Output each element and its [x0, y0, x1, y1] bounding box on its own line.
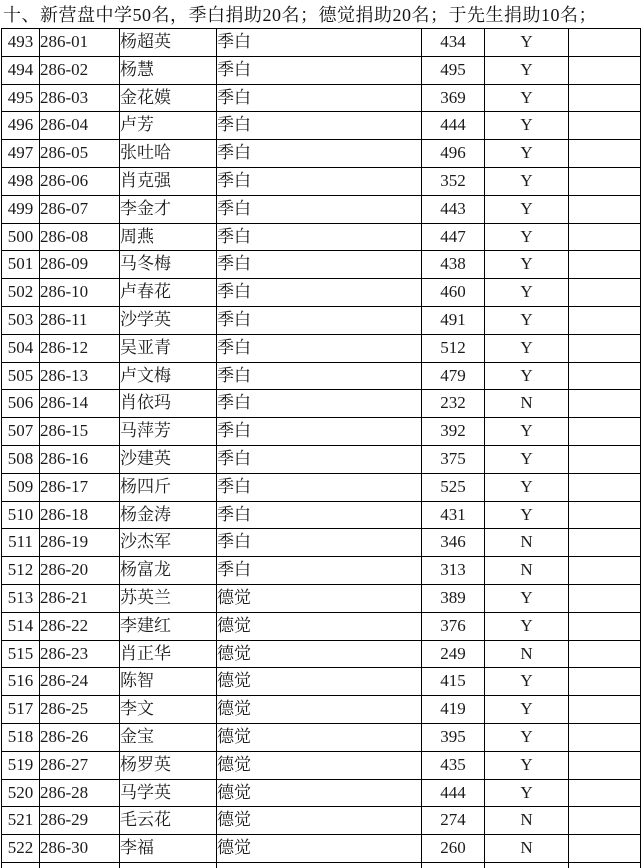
cell-name: 毛云花	[120, 807, 217, 835]
table-row	[2, 418, 641, 446]
cell-seq: 519	[2, 751, 40, 779]
cell-seq: 509	[2, 473, 40, 501]
cell-extra	[569, 696, 641, 724]
cell-amount: 419	[422, 696, 485, 724]
cell-donor: 季白	[217, 445, 422, 473]
cell-donor: 德觉	[217, 640, 422, 668]
table-row	[2, 723, 641, 751]
cell-code: 286-29	[40, 807, 120, 835]
table-row	[2, 56, 641, 84]
cell-code: 286-23	[40, 640, 120, 668]
cell-seq: 507	[2, 418, 40, 446]
cell-seq: 506	[2, 390, 40, 418]
cell-code: 286-14	[40, 390, 120, 418]
cell-name: 杨四斤	[120, 473, 217, 501]
table-row	[2, 612, 641, 640]
cell-extra	[569, 390, 641, 418]
cell-amount: 431	[422, 501, 485, 529]
cell-name: 沙杰军	[120, 529, 217, 557]
cell-extra	[569, 112, 641, 140]
table-row	[2, 279, 641, 307]
cell-amount: 496	[422, 140, 485, 168]
cell-flag-empty	[485, 862, 569, 868]
table-row	[2, 112, 641, 140]
cell-name: 沙建英	[120, 445, 217, 473]
cell-flag: Y	[485, 279, 569, 307]
cell-code: 286-27	[40, 751, 120, 779]
cell-code: 286-22	[40, 612, 120, 640]
cell-flag: Y	[485, 501, 569, 529]
cell-seq: 497	[2, 140, 40, 168]
cell-name: 张吐哈	[120, 140, 217, 168]
cell-flag: Y	[485, 140, 569, 168]
cell-name: 马萍芳	[120, 418, 217, 446]
cell-name: 马学英	[120, 779, 217, 807]
cell-extra	[569, 529, 641, 557]
cell-amount: 369	[422, 84, 485, 112]
cell-code: 286-04	[40, 112, 120, 140]
table-row	[2, 779, 641, 807]
cell-seq: 496	[2, 112, 40, 140]
cell-extra	[569, 473, 641, 501]
table-row	[2, 362, 641, 390]
cell-extra	[569, 640, 641, 668]
cell-donor: 德觉	[217, 612, 422, 640]
donation-table	[1, 28, 641, 868]
cell-extra	[569, 223, 641, 251]
cell-amount: 389	[422, 584, 485, 612]
cell-code: 286-25	[40, 696, 120, 724]
cell-code: 286-06	[40, 167, 120, 195]
cell-flag: Y	[485, 112, 569, 140]
cell-seq-empty	[2, 862, 40, 868]
cell-amount: 491	[422, 306, 485, 334]
cell-name: 杨金涛	[120, 501, 217, 529]
cell-name: 周燕	[120, 223, 217, 251]
cell-flag: Y	[485, 696, 569, 724]
cell-name: 肖克强	[120, 167, 217, 195]
cell-name: 金花嫫	[120, 84, 217, 112]
cell-seq: 521	[2, 807, 40, 835]
cell-name: 卢芳	[120, 112, 217, 140]
cell-flag: Y	[485, 418, 569, 446]
cell-seq: 495	[2, 84, 40, 112]
cell-extra	[569, 334, 641, 362]
table-row	[2, 167, 641, 195]
cell-flag: Y	[485, 334, 569, 362]
cell-extra	[569, 418, 641, 446]
cell-code: 286-07	[40, 195, 120, 223]
cell-amount: 395	[422, 723, 485, 751]
cell-flag: Y	[485, 723, 569, 751]
cell-flag: Y	[485, 445, 569, 473]
table-row	[2, 195, 641, 223]
cell-amount: 313	[422, 557, 485, 585]
cell-code: 286-21	[40, 584, 120, 612]
cell-seq: 514	[2, 612, 40, 640]
cell-flag: Y	[485, 668, 569, 696]
cell-flag: Y	[485, 167, 569, 195]
cell-amount: 460	[422, 279, 485, 307]
cell-extra	[569, 84, 641, 112]
cell-donor-empty	[217, 862, 422, 868]
cell-name: 杨富龙	[120, 557, 217, 585]
cell-seq: 494	[2, 56, 40, 84]
cell-code-empty	[40, 862, 120, 868]
cell-seq: 508	[2, 445, 40, 473]
cell-flag: N	[485, 529, 569, 557]
cell-flag: Y	[485, 29, 569, 57]
cell-donor: 德觉	[217, 584, 422, 612]
cell-donor: 德觉	[217, 835, 422, 863]
cell-flag: Y	[485, 306, 569, 334]
cell-flag: Y	[485, 56, 569, 84]
table-row	[2, 29, 641, 57]
cell-name: 沙学英	[120, 306, 217, 334]
cell-seq: 493	[2, 29, 40, 57]
cell-code: 286-26	[40, 723, 120, 751]
cell-amount: 525	[422, 473, 485, 501]
table-row	[2, 334, 641, 362]
cell-extra	[569, 501, 641, 529]
cell-flag: N	[485, 807, 569, 835]
cell-extra-empty	[569, 862, 641, 868]
table-row	[2, 306, 641, 334]
cell-flag: Y	[485, 362, 569, 390]
cell-code: 286-05	[40, 140, 120, 168]
cell-donor: 季白	[217, 251, 422, 279]
cell-flag: Y	[485, 779, 569, 807]
cell-seq: 518	[2, 723, 40, 751]
cell-extra	[569, 362, 641, 390]
cell-donor: 季白	[217, 390, 422, 418]
table-row	[2, 223, 641, 251]
table-row	[2, 835, 641, 863]
cell-amount: 438	[422, 251, 485, 279]
cell-amount: 447	[422, 223, 485, 251]
cell-seq: 499	[2, 195, 40, 223]
cell-seq: 503	[2, 306, 40, 334]
table-row	[2, 640, 641, 668]
cell-extra	[569, 306, 641, 334]
cell-flag: Y	[485, 195, 569, 223]
cell-amount: 249	[422, 640, 485, 668]
cell-amount: 346	[422, 529, 485, 557]
cell-extra	[569, 557, 641, 585]
cell-donor: 德觉	[217, 807, 422, 835]
cell-code: 286-17	[40, 473, 120, 501]
cell-amount: 415	[422, 668, 485, 696]
cell-code: 286-11	[40, 306, 120, 334]
cell-flag: N	[485, 640, 569, 668]
cell-code: 286-28	[40, 779, 120, 807]
cell-seq: 511	[2, 529, 40, 557]
cell-code: 286-18	[40, 501, 120, 529]
cell-name: 李金才	[120, 195, 217, 223]
table-row	[2, 473, 641, 501]
cell-extra	[569, 195, 641, 223]
table-row	[2, 140, 641, 168]
cell-flag: Y	[485, 84, 569, 112]
cell-name: 苏英兰	[120, 584, 217, 612]
cell-donor: 季白	[217, 167, 422, 195]
cell-donor: 德觉	[217, 668, 422, 696]
cell-code: 286-02	[40, 56, 120, 84]
cell-name: 卢春花	[120, 279, 217, 307]
cell-code: 286-09	[40, 251, 120, 279]
cell-donor: 季白	[217, 529, 422, 557]
cell-donor: 季白	[217, 29, 422, 57]
table-row	[2, 807, 641, 835]
cell-seq: 517	[2, 696, 40, 724]
cell-donor: 德觉	[217, 751, 422, 779]
cell-flag: Y	[485, 584, 569, 612]
cell-donor: 德觉	[217, 696, 422, 724]
cell-donor: 季白	[217, 112, 422, 140]
cell-extra	[569, 56, 641, 84]
cell-amount: 232	[422, 390, 485, 418]
cell-amount: 375	[422, 445, 485, 473]
table-row	[2, 529, 641, 557]
cell-flag: N	[485, 835, 569, 863]
cell-code: 286-24	[40, 668, 120, 696]
cell-seq: 522	[2, 835, 40, 863]
cell-name: 李建红	[120, 612, 217, 640]
donation-table-body	[2, 29, 641, 868]
cell-flag: Y	[485, 223, 569, 251]
cell-code: 286-16	[40, 445, 120, 473]
cell-code: 286-01	[40, 29, 120, 57]
cell-extra	[569, 612, 641, 640]
cell-amount: 435	[422, 751, 485, 779]
cell-seq: 498	[2, 167, 40, 195]
cell-seq: 500	[2, 223, 40, 251]
table-row	[2, 84, 641, 112]
cell-amount: 260	[422, 835, 485, 863]
cell-code: 286-19	[40, 529, 120, 557]
cell-seq: 516	[2, 668, 40, 696]
cell-flag: N	[485, 390, 569, 418]
cell-donor: 季白	[217, 84, 422, 112]
cell-donor: 季白	[217, 195, 422, 223]
cell-code: 286-03	[40, 84, 120, 112]
cell-name: 吴亚青	[120, 334, 217, 362]
cell-name: 陈智	[120, 668, 217, 696]
cell-flag: Y	[485, 473, 569, 501]
cell-name: 杨罗英	[120, 751, 217, 779]
cell-donor: 德觉	[217, 723, 422, 751]
table-row-partial	[2, 862, 641, 868]
cell-seq: 510	[2, 501, 40, 529]
cell-donor: 季白	[217, 56, 422, 84]
cell-seq: 513	[2, 584, 40, 612]
cell-donor: 季白	[217, 418, 422, 446]
cell-donor: 季白	[217, 279, 422, 307]
cell-seq: 501	[2, 251, 40, 279]
cell-flag: N	[485, 557, 569, 585]
cell-amount: 512	[422, 334, 485, 362]
cell-extra	[569, 29, 641, 57]
cell-seq: 505	[2, 362, 40, 390]
cell-extra	[569, 167, 641, 195]
cell-donor: 季白	[217, 306, 422, 334]
table-row	[2, 445, 641, 473]
cell-donor: 季白	[217, 362, 422, 390]
cell-code: 286-30	[40, 835, 120, 863]
cell-donor: 季白	[217, 223, 422, 251]
cell-code: 286-12	[40, 334, 120, 362]
cell-name: 肖正华	[120, 640, 217, 668]
cell-name: 马冬梅	[120, 251, 217, 279]
cell-amount: 434	[422, 29, 485, 57]
cell-code: 286-13	[40, 362, 120, 390]
cell-flag: Y	[485, 751, 569, 779]
cell-name: 李文	[120, 696, 217, 724]
cell-extra	[569, 279, 641, 307]
cell-donor: 季白	[217, 557, 422, 585]
cell-seq: 512	[2, 557, 40, 585]
cell-amount: 495	[422, 56, 485, 84]
cell-flag: Y	[485, 612, 569, 640]
cell-amount: 392	[422, 418, 485, 446]
cell-donor: 季白	[217, 334, 422, 362]
table-row	[2, 751, 641, 779]
cell-extra	[569, 140, 641, 168]
cell-extra	[569, 751, 641, 779]
cell-donor: 季白	[217, 501, 422, 529]
cell-amount: 443	[422, 195, 485, 223]
table-row	[2, 501, 641, 529]
cell-extra	[569, 835, 641, 863]
cell-name: 肖依玛	[120, 390, 217, 418]
cell-extra	[569, 723, 641, 751]
cell-amount-empty	[422, 862, 485, 868]
table-row	[2, 251, 641, 279]
cell-extra	[569, 445, 641, 473]
cell-code: 286-15	[40, 418, 120, 446]
cell-extra	[569, 584, 641, 612]
cell-amount: 479	[422, 362, 485, 390]
cell-donor: 季白	[217, 140, 422, 168]
cell-name: 杨慧	[120, 56, 217, 84]
cell-seq: 504	[2, 334, 40, 362]
cell-name: 金宝	[120, 723, 217, 751]
table-row	[2, 390, 641, 418]
cell-name: 杨超英	[120, 29, 217, 57]
cell-extra	[569, 251, 641, 279]
cell-extra	[569, 807, 641, 835]
section-title: 十、新营盘中学50名，季白捐助20名；德觉捐助20名；于先生捐助10名；	[3, 5, 597, 25]
cell-amount: 376	[422, 612, 485, 640]
table-row	[2, 584, 641, 612]
cell-donor: 季白	[217, 473, 422, 501]
cell-code: 286-08	[40, 223, 120, 251]
cell-name: 卢文梅	[120, 362, 217, 390]
cell-seq: 515	[2, 640, 40, 668]
cell-seq: 520	[2, 779, 40, 807]
cell-name-empty	[120, 862, 217, 868]
table-row	[2, 557, 641, 585]
cell-donor: 德觉	[217, 779, 422, 807]
cell-amount: 352	[422, 167, 485, 195]
table-row	[2, 696, 641, 724]
table-row	[2, 668, 641, 696]
cell-extra	[569, 668, 641, 696]
cell-amount: 444	[422, 112, 485, 140]
cell-code: 286-20	[40, 557, 120, 585]
cell-extra	[569, 779, 641, 807]
cell-name: 李福	[120, 835, 217, 863]
cell-amount: 274	[422, 807, 485, 835]
cell-amount: 444	[422, 779, 485, 807]
cell-seq: 502	[2, 279, 40, 307]
cell-flag: Y	[485, 251, 569, 279]
cell-code: 286-10	[40, 279, 120, 307]
